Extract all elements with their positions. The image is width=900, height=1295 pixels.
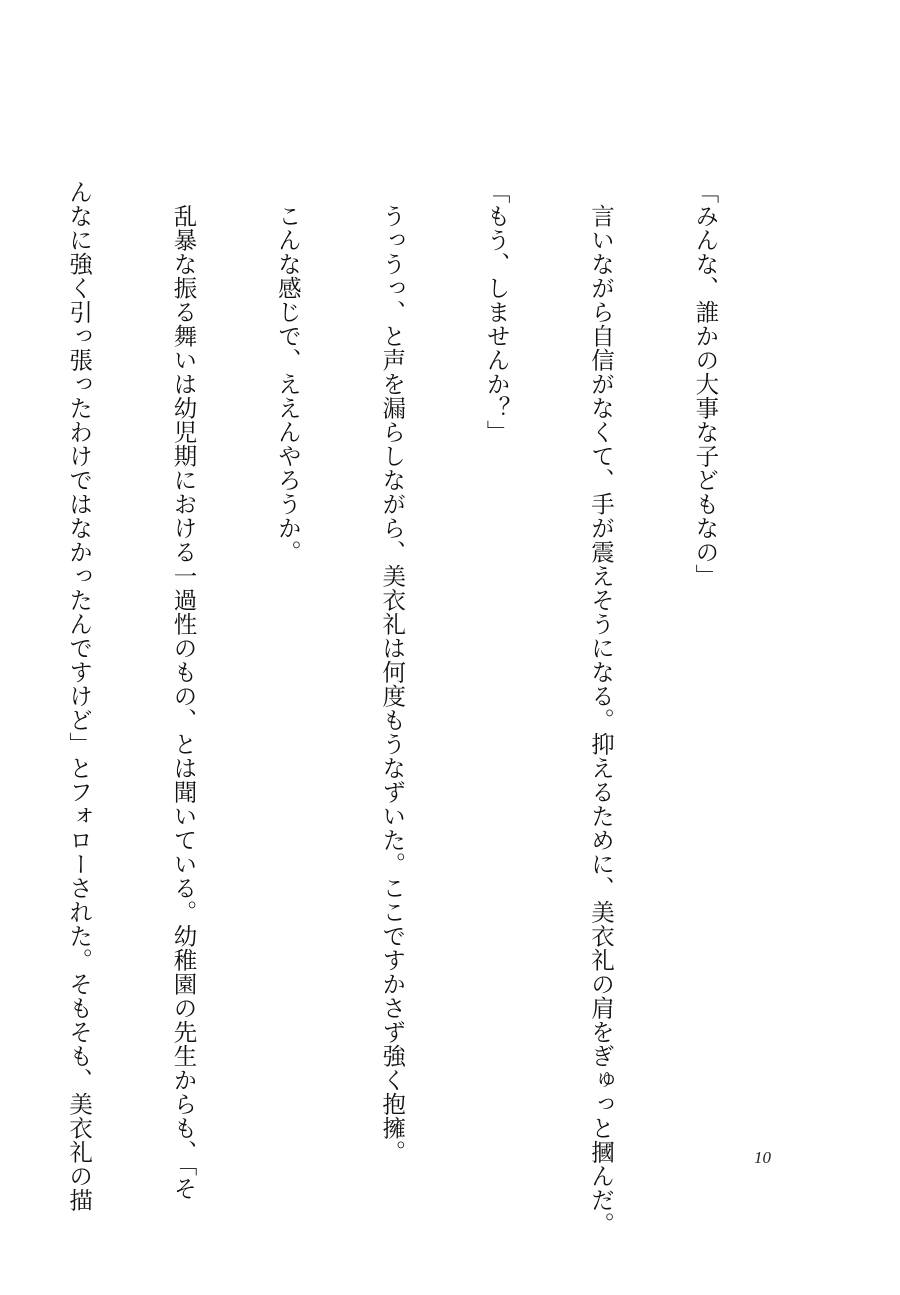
text-line: 「もう、しませんか？」 bbox=[482, 180, 511, 444]
page-number: 10 bbox=[754, 1148, 771, 1167]
text-line: 「みんな、誰かの大事な子どもなの」 bbox=[691, 180, 720, 588]
text-line: 乱暴な振る舞いは幼児期における一過性のもの、とは聞いている。幼稚園の先生からも、「そ bbox=[169, 180, 198, 1201]
text-line: んなに強く引っ張ったわけではなかったんですけど」とフォローされた。そもそも、美衣礼の描 bbox=[65, 180, 94, 1212]
text-line: こんな感じで、ええんやろうか。 bbox=[273, 180, 302, 564]
text-line: 言いながら自信がなくて、手が震えそうになる。抑えるために、美衣礼の肩をぎゅっと摑んだ。 bbox=[587, 180, 616, 1236]
text-line: うっうっ、と声を漏らしながら、美衣礼は何度もうなずいた。ここですかさず強く抱擁。 bbox=[378, 180, 407, 1164]
